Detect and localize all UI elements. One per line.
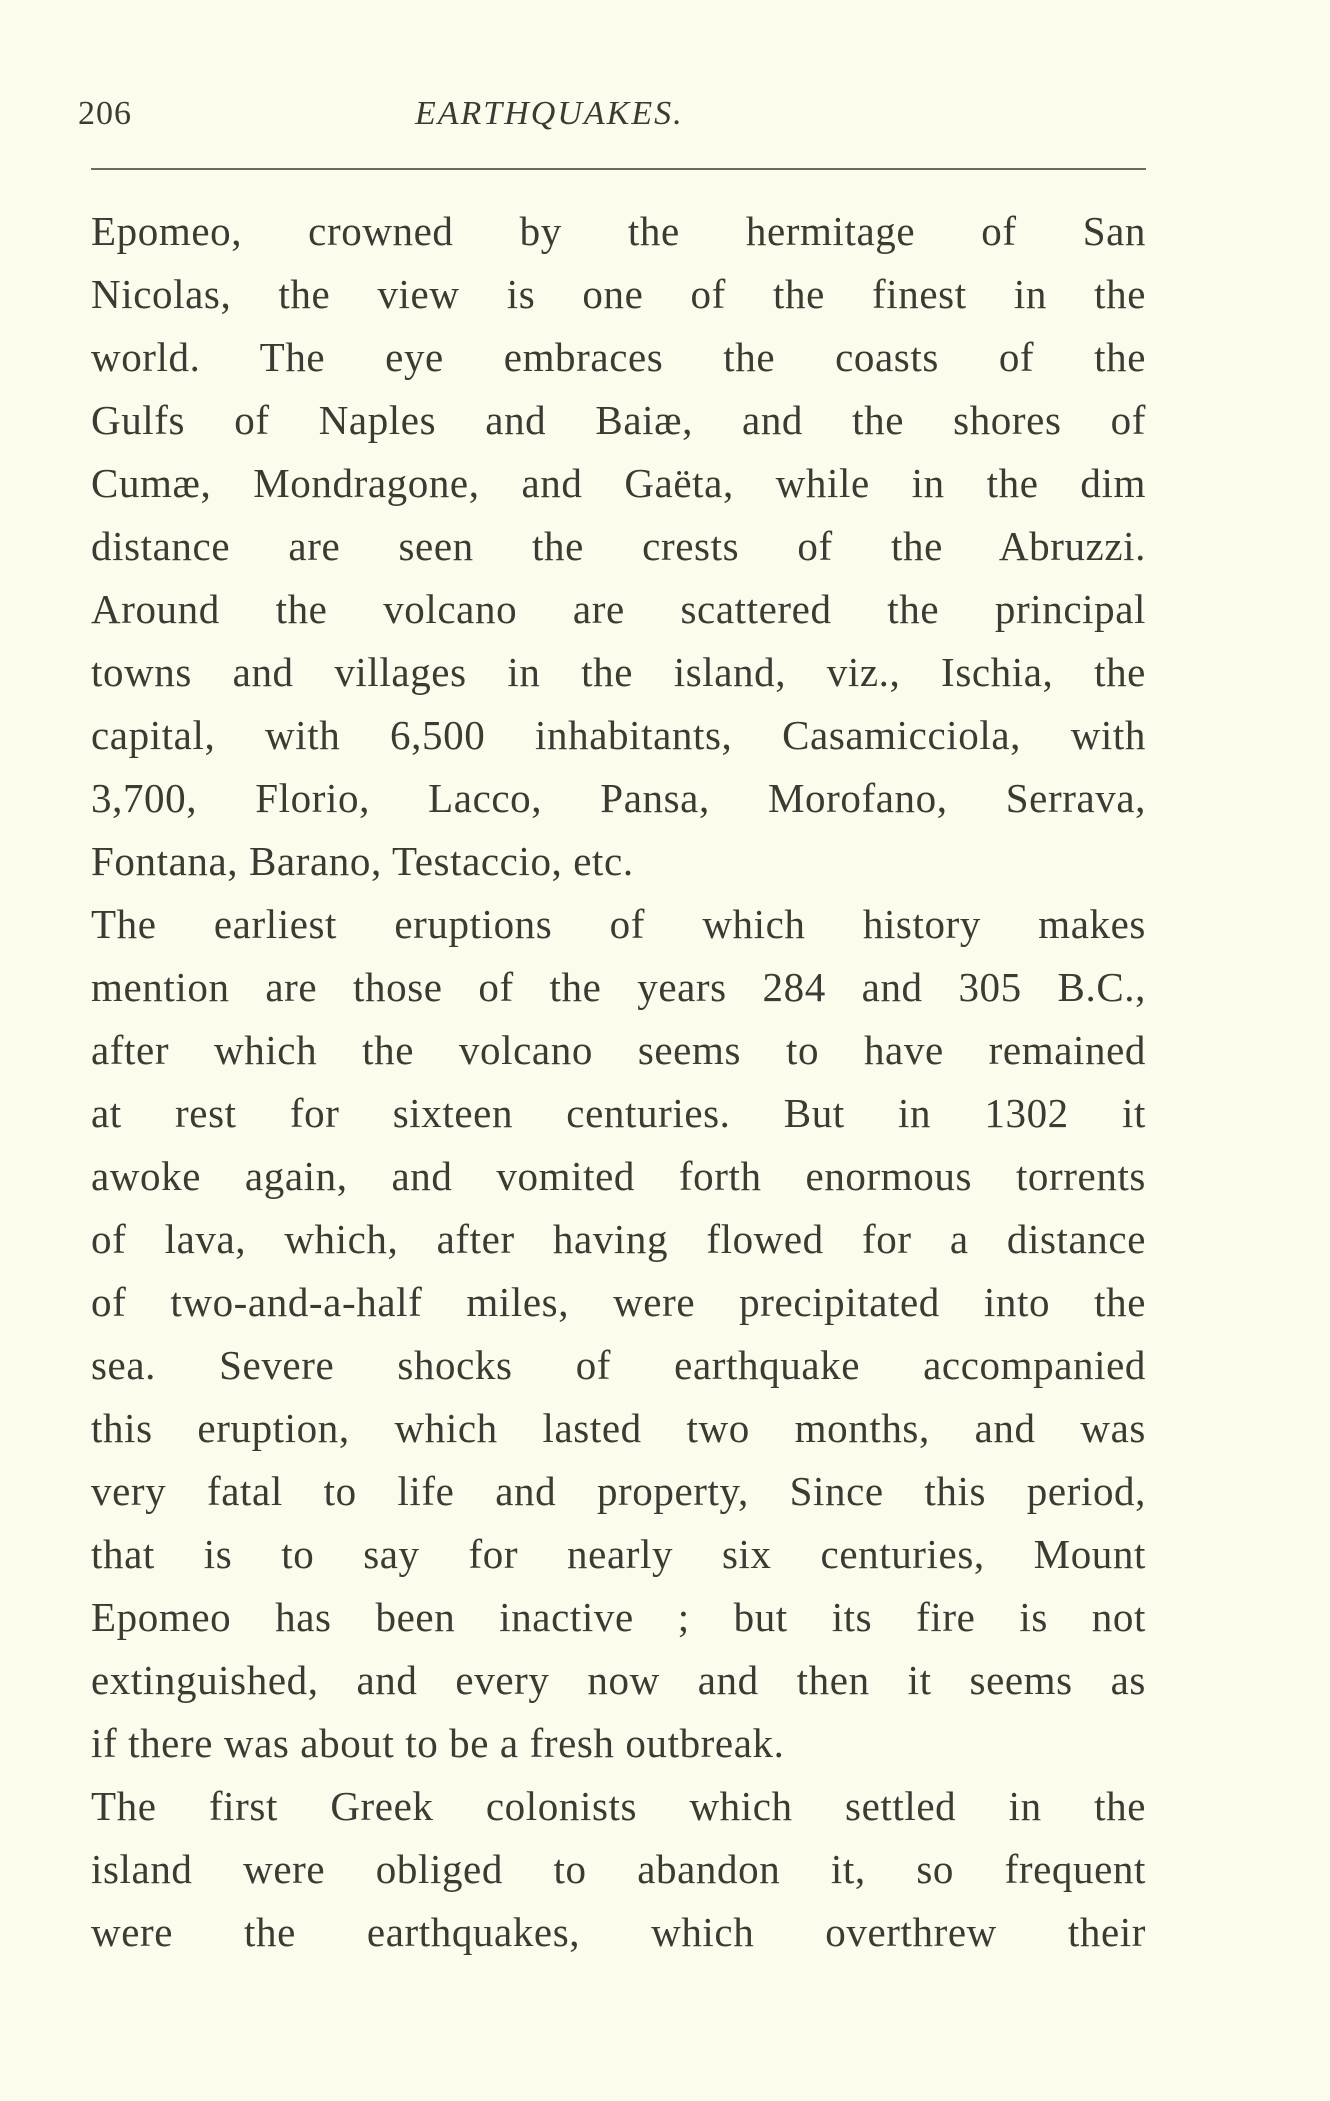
text-line: capital, with 6,500 inhabitants, Casamicciola, with [91,712,1146,758]
text-line: at rest for sixteen centuries. But in 1302 it [91,1090,1146,1136]
text-line: Epomeo, crowned by the hermitage of San [91,208,1146,254]
text-line: of lava, which, after having flowed for a distance [91,1216,1146,1262]
text-line: Gulfs of Naples and Baiæ, and the shores of [91,397,1146,443]
text-line: Fontana, Barano, Testaccio, etc. [91,838,634,884]
text-line: Epomeo has been inactive ; but its fire is not [91,1594,1146,1640]
text-line: awoke again, and vomited forth enormous torrents [91,1153,1146,1199]
text-line: The earliest eruptions of which history makes [91,901,1146,947]
header-rule [91,168,1146,170]
text-line: if there was about to be a fresh outbreak. [91,1720,785,1766]
text-line: distance are seen the crests of the Abruzzi. [91,523,1146,569]
text-line: world. The eye embraces the coasts of the [91,334,1146,380]
text-line: this eruption, which lasted two months, and was [91,1405,1146,1451]
text-line: were the earthquakes, which overthrew their [91,1909,1146,1955]
text-line: 3,700, Florio, Lacco, Pansa, Morofano, Serrava, [91,775,1146,821]
text-line: Cumæ, Mondragone, and Gaëta, while in the dim [91,460,1146,506]
body-text [91,200,1146,1964]
page-number: 206 [78,95,132,132]
text-line: very fatal to life and property, Since this period, [91,1468,1146,1514]
text-line: island were obliged to abandon it, so frequent [91,1846,1146,1892]
running-title: EARTHQUAKES. [415,95,684,132]
text-line: after which the volcano seems to have remained [91,1027,1146,1073]
text-line: that is to say for nearly six centuries, Mount [91,1531,1146,1577]
text-line: towns and villages in the island, viz., Ischia, the [91,649,1146,695]
running-header [78,95,1146,139]
text-line: extinguished, and every now and then it seems as [91,1657,1146,1703]
text-line: mention are those of the years 284 and 305 B.C., [91,964,1146,1010]
text-line: Nicolas, the view is one of the finest in the [91,271,1146,317]
text-line: sea. Severe shocks of earthquake accompanied [91,1342,1146,1388]
text-line: of two-and-a-half miles, were precipitated into the [91,1279,1146,1325]
text-line: The first Greek colonists which settled in the [91,1783,1146,1829]
text-line: Around the volcano are scattered the principal [91,586,1146,632]
